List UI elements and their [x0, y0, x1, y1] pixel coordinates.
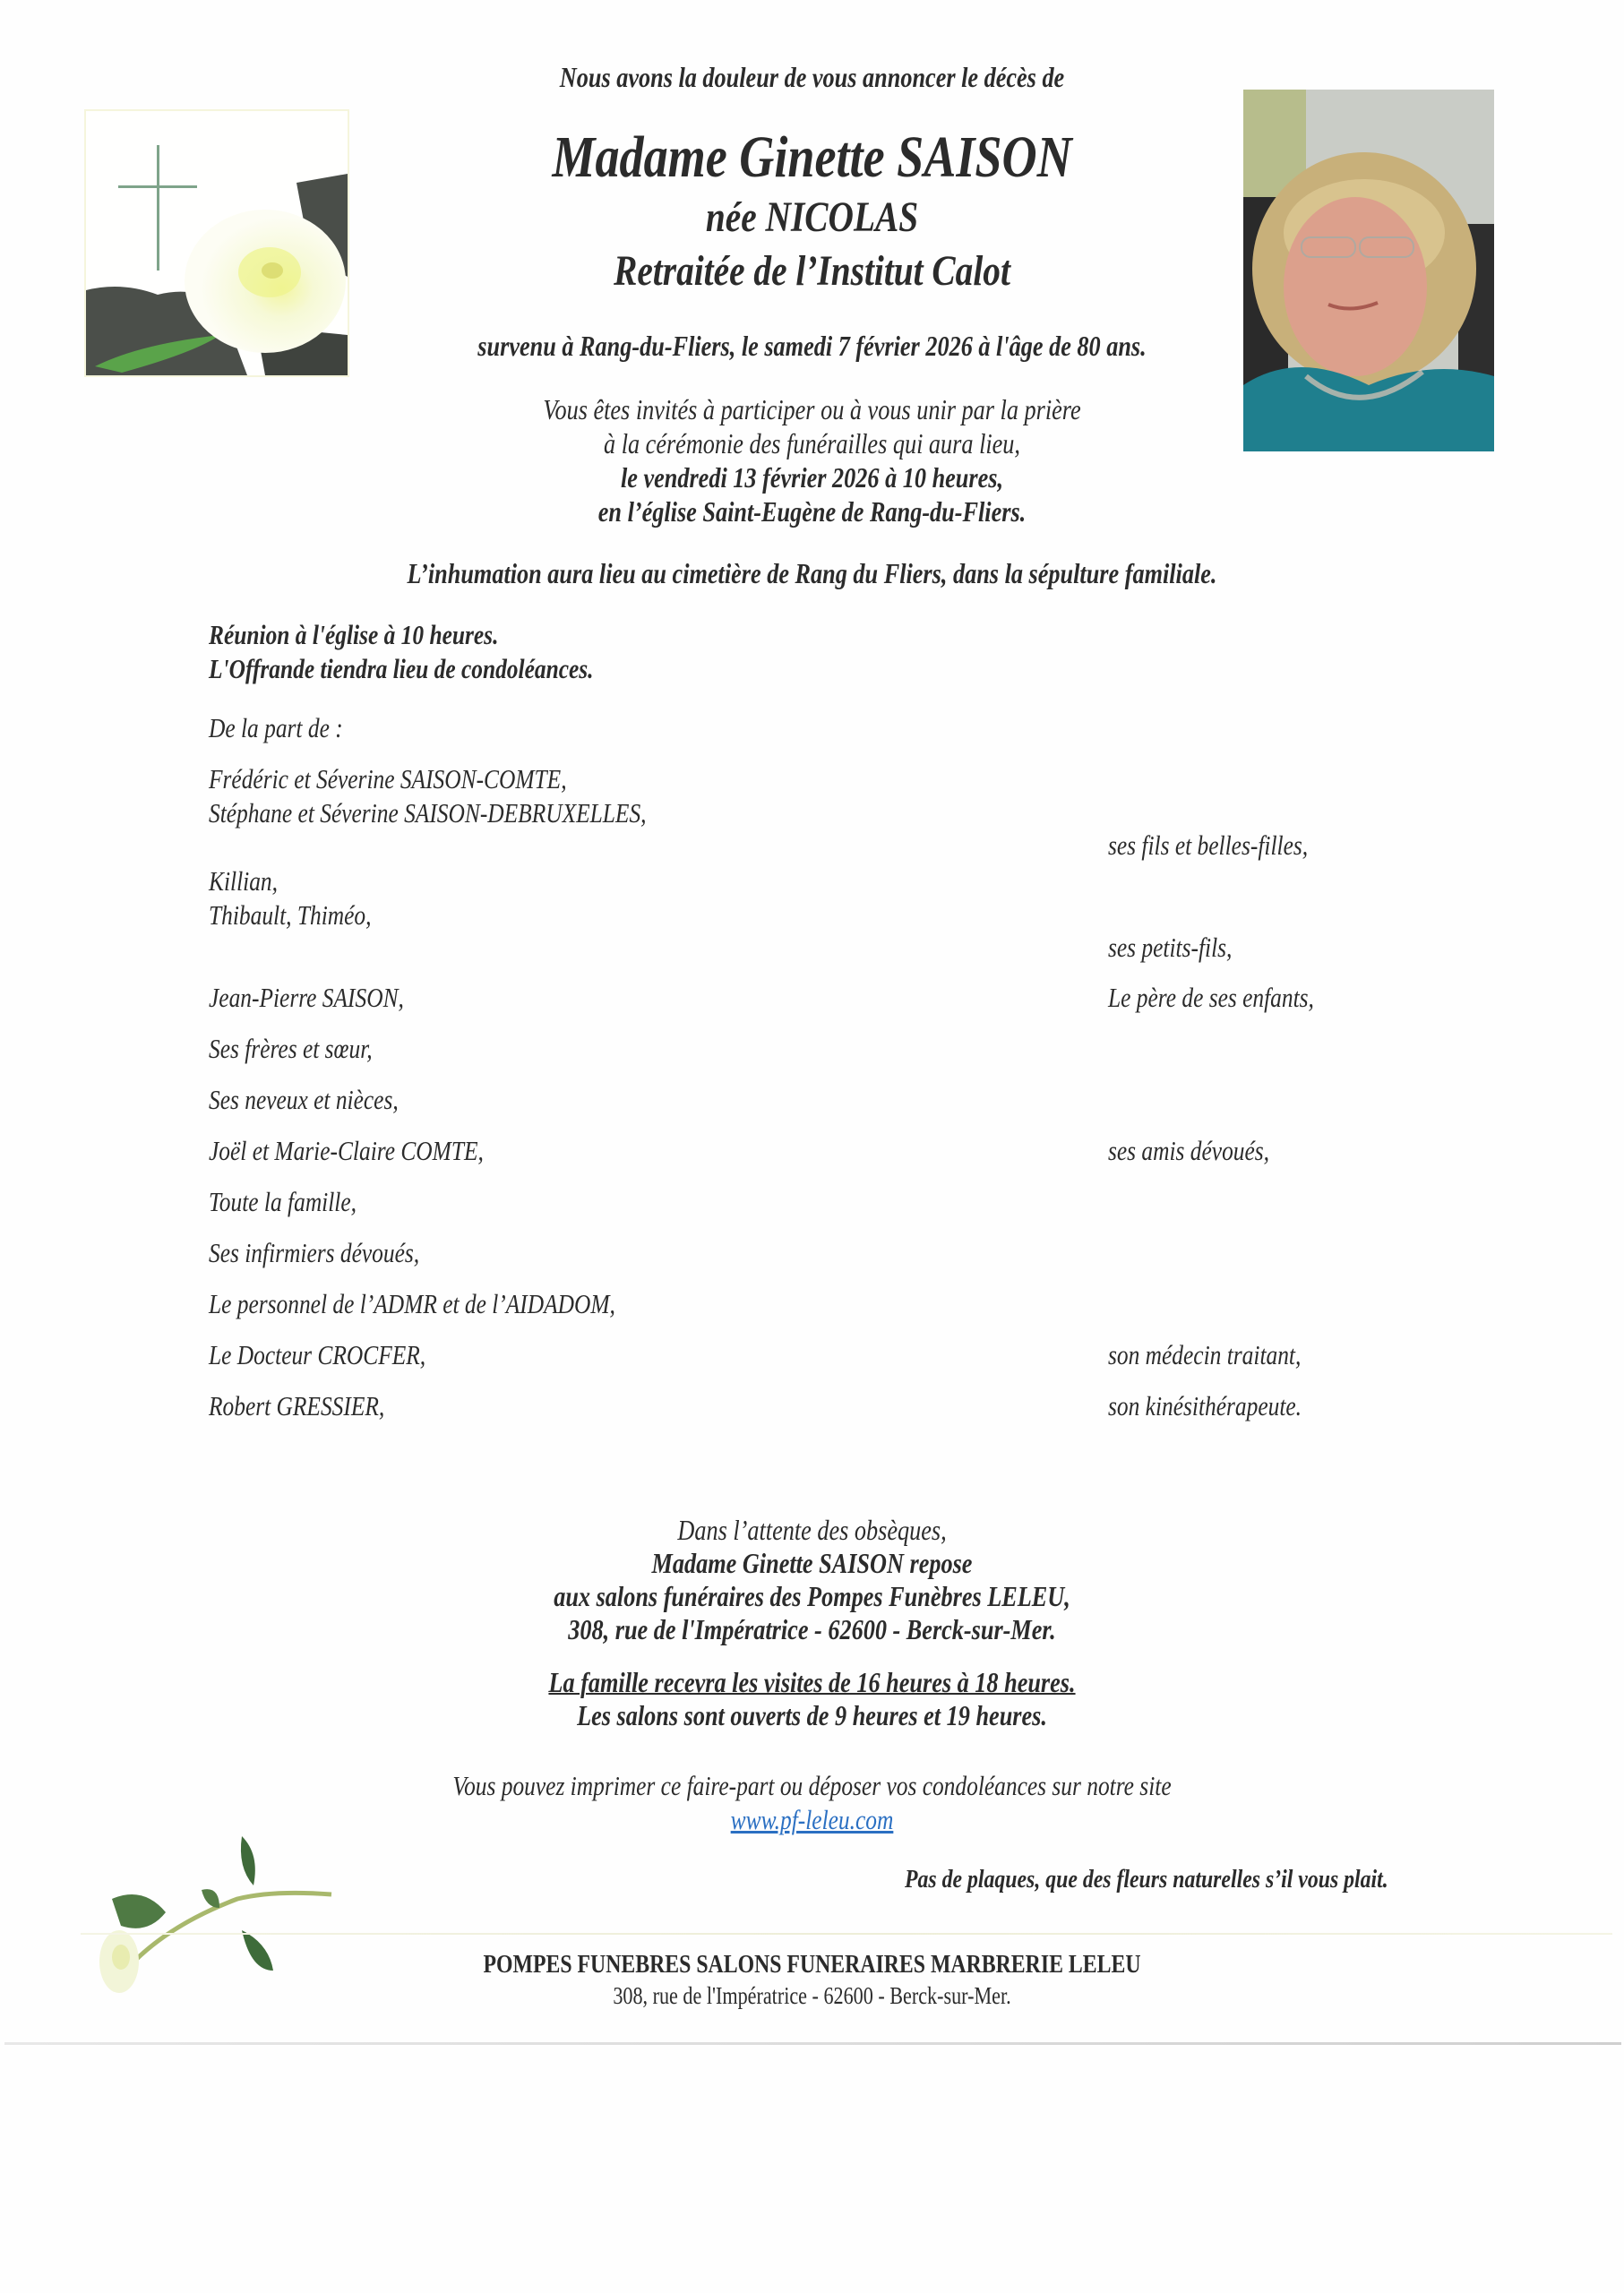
footer-address	[0, 1982, 1624, 2010]
burial-text: L’inhumation aura lieu au cimetière de Rang du Fliers, dans la sépulture familiale.	[407, 557, 1217, 589]
family-name: Le personnel de l’ADMR et de l’AIDADOM,	[209, 1288, 615, 1319]
relation-text: ses amis dévoués,	[1108, 1135, 1270, 1166]
family-names	[209, 797, 743, 829]
relation-text: son kinésithérapeute.	[1108, 1390, 1302, 1421]
wake-info	[0, 1514, 1624, 1646]
intro-text	[0, 61, 1624, 94]
family-name: Ses neveux et nièces,	[209, 1084, 399, 1115]
relation-text: ses petits-fils,	[1108, 932, 1233, 963]
family-names	[209, 982, 447, 1014]
family-names	[209, 1288, 705, 1320]
occupation-text: Retraitée de l’Institut Calot	[614, 247, 1010, 295]
family-names	[209, 1033, 408, 1065]
family-name: Toute la famille,	[209, 1186, 357, 1217]
website-link[interactable]: www.pf-leleu.com	[730, 1804, 894, 1835]
family-relation	[1108, 829, 1352, 862]
visit-hours	[0, 1666, 1624, 1732]
family-names	[209, 865, 293, 897]
family-name: Killian,	[209, 865, 278, 897]
death-notice	[0, 330, 1624, 363]
ceremony-invitation	[0, 392, 1624, 528]
intro-line: Nous avons la douleur de vous annoncer le décès de	[559, 61, 1065, 93]
wake-line-1: Dans l’attente des obsèques,	[677, 1514, 947, 1546]
relation-text: son médecin traitant,	[1108, 1339, 1302, 1370]
family-name: Jean-Pierre SAISON,	[209, 982, 404, 1013]
family-name: Thibault, Thiméo,	[209, 899, 372, 931]
family-relation	[1108, 1339, 1344, 1371]
family-name: Robert GRESSIER,	[209, 1390, 385, 1421]
online-text: Vous pouvez imprimer ce faire-part ou déposer vos condoléances sur notre site	[452, 1770, 1172, 1801]
meeting-info	[209, 618, 678, 686]
meeting-line: Réunion à l'église à 10 heures.	[209, 619, 499, 650]
footer-company	[0, 1950, 1624, 1980]
family-names	[209, 1186, 389, 1218]
family-name: Joël et Marie-Claire COMTE,	[209, 1135, 484, 1166]
family-names	[209, 1390, 423, 1422]
family-relation	[1108, 1135, 1305, 1167]
family-names	[209, 1237, 466, 1269]
occupation	[0, 246, 1624, 296]
family-names	[209, 899, 407, 932]
from-label-text: De la part de :	[209, 712, 343, 743]
ceremony-place: en l’église Saint-Eugène de Rang-du-Fliers.	[597, 495, 1027, 528]
family-relation	[1108, 1390, 1344, 1422]
maiden-name	[0, 193, 1624, 242]
family-names	[209, 1084, 440, 1116]
ceremony-date: le vendredi 13 février 2026 à 10 heures,	[620, 461, 1004, 494]
family-names	[209, 763, 645, 795]
family-name: Ses infirmiers dévoués,	[209, 1237, 420, 1268]
maiden-name-text: née NICOLAS	[705, 193, 919, 241]
company-address: 308, rue de l'Impératrice - 62600 - Berck-sur-Mer.	[613, 1982, 1011, 2009]
salon-hours-line: Les salons sont ouverts de 9 heures et 19 heures.	[577, 1699, 1047, 1731]
family-names	[209, 1339, 473, 1371]
wake-line-3: aux salons funéraires des Pompes Funèbres LELEU,	[554, 1580, 1070, 1612]
burial-notice	[0, 557, 1624, 590]
company-name: POMPES FUNEBRES SALONS FUNERAIRES MARBRERIE LELEU	[483, 1950, 1141, 1979]
online-condolences	[0, 1769, 1624, 1837]
wake-line-2: Madame Ginette SAISON repose	[651, 1547, 973, 1579]
offering-line: L'Offrande tiendra lieu de condoléances.	[209, 653, 594, 684]
deceased-name-text: Madame Ginette SAISON	[552, 125, 1072, 190]
footer-divider	[81, 1933, 1612, 1935]
family-name: Ses frères et sœur,	[209, 1033, 373, 1064]
relation-text: Le père de ses enfants,	[1108, 982, 1314, 1013]
family-relation	[1108, 982, 1359, 1014]
page-edge-line	[4, 2042, 1621, 2045]
visits-line: La famille recevra les visites de 16 heures à 18 heures.	[548, 1666, 1076, 1698]
no-plaques-text: Pas de plaques, que des fleurs naturelles s’il vous plait.	[905, 1865, 1388, 1894]
invite-line-1: Vous êtes invités à participer ou à vous unir par la prière	[543, 393, 1081, 425]
family-name: Le Docteur CROCFER,	[209, 1339, 426, 1370]
family-names	[209, 1135, 544, 1167]
family-relation	[1108, 932, 1259, 964]
wake-address: 308, rue de l'Impératrice - 62600 - Berck-sur-Mer.	[568, 1613, 1056, 1645]
family-name: Frédéric et Séverine SAISON-COMTE,	[209, 763, 567, 794]
family-name: Stéphane et Séverine SAISON-DEBRUXELLES,	[209, 797, 647, 829]
invite-line-2: à la cérémonie des funérailles qui aura lieu,	[604, 427, 1020, 459]
from-label	[209, 712, 373, 744]
deceased-name	[0, 124, 1624, 192]
relation-text: ses fils et belles-filles,	[1108, 829, 1309, 861]
no-plaques-notice	[905, 1865, 1494, 1894]
death-notice-text: survenu à Rang-du-Fliers, le samedi 7 février 2026 à l'âge de 80 ans.	[477, 330, 1147, 362]
